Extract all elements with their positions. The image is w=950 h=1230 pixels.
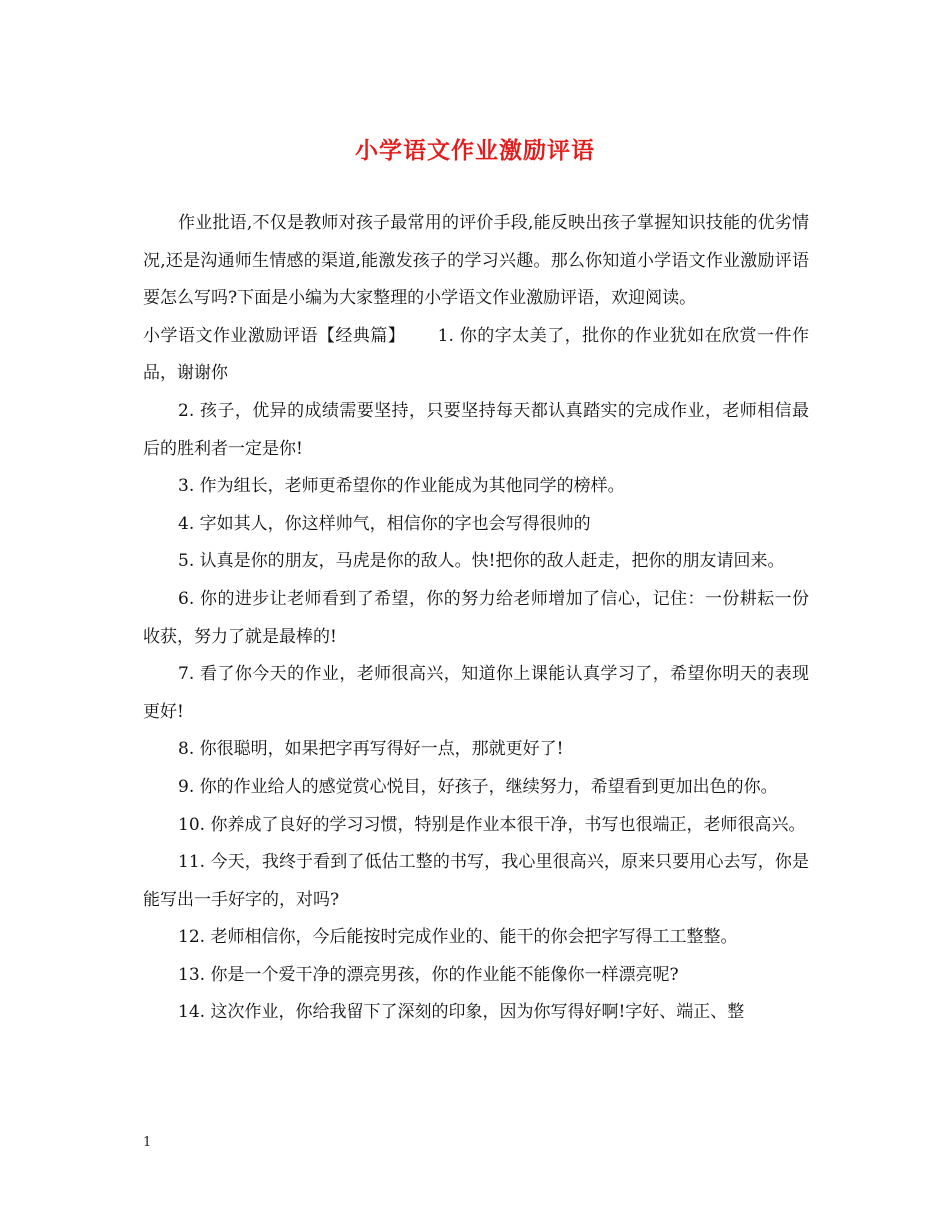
list-item: 11. 今天，我终于看到了低估工整的书写，我心里很高兴，原来只要用心去写，你是能写出一手好字的，对吗? (143, 852, 809, 910)
document-body (143, 205, 809, 1032)
list-item: 14. 这次作业，你给我留下了深刻的印象，因为你写得好啊!字好、端正、整 (178, 1002, 745, 1023)
list-item: 3. 作为组长，老师更希望你的作业能成为其他同学的榜样。 (178, 476, 625, 497)
intro-paragraph: 作业批语,不仅是教师对孩子最常用的评价手段,能反映出孩子掌握知识技能的优劣情况,还是沟通师生情感的渠道,能激发孩子的学习兴趣。那么你知道小学语文作业激励评语要怎么写吗?下面是小编为大家整理的小学语文作业激励评语，欢迎阅读。 (143, 213, 809, 309)
list-item: 8. 你很聪明，如果把字再写得好一点，那就更好了! (178, 739, 564, 760)
list-item: 6. 你的进步让老师看到了希望，你的努力给老师增加了信心，记住：一份耕耘一份收获，努力了就是最棒的! (143, 588, 809, 647)
page-number: 1 (143, 1135, 152, 1150)
list-item: 7. 看了你今天的作业，老师很高兴，知道你上课能认真学习了，希望你明天的表现更好! (143, 664, 809, 722)
section-heading-line: 小学语文作业激励评语【经典篇】 1. 你的字太美了，批你的作业犹如在欣赏一件作品，谢谢你 (143, 325, 809, 384)
document-title: 小学语文作业激励评语 (355, 137, 595, 164)
list-item: 10. 你养成了良好的学习习惯，特别是作业本很干净，书写也很端正，老师很高兴。 (178, 814, 806, 835)
list-item: 4. 字如其人，你这样帅气，相信你的字也会写得很帅的 (178, 513, 591, 534)
list-item: 2. 孩子，优异的成绩需要坚持，只要坚持每天都认真踏实的完成作业，老师相信最后的胜利者一定是你! (143, 400, 809, 459)
list-item: 5. 认真是你的朋友，马虎是你的敌人。快!把你的敌人赶走，把你的朋友请回来。 (178, 551, 785, 572)
list-item: 12. 老师相信你，今后能按时完成作业的、能干的你会把字写得工工整整。 (178, 927, 738, 948)
list-item: 9. 你的作业给人的感觉赏心悦目，好孩子，继续努力，希望看到更加出色的你。 (178, 776, 778, 797)
list-item: 13. 你是一个爱干净的漂亮男孩，你的作业能不能像你一样漂亮呢? (178, 964, 679, 985)
